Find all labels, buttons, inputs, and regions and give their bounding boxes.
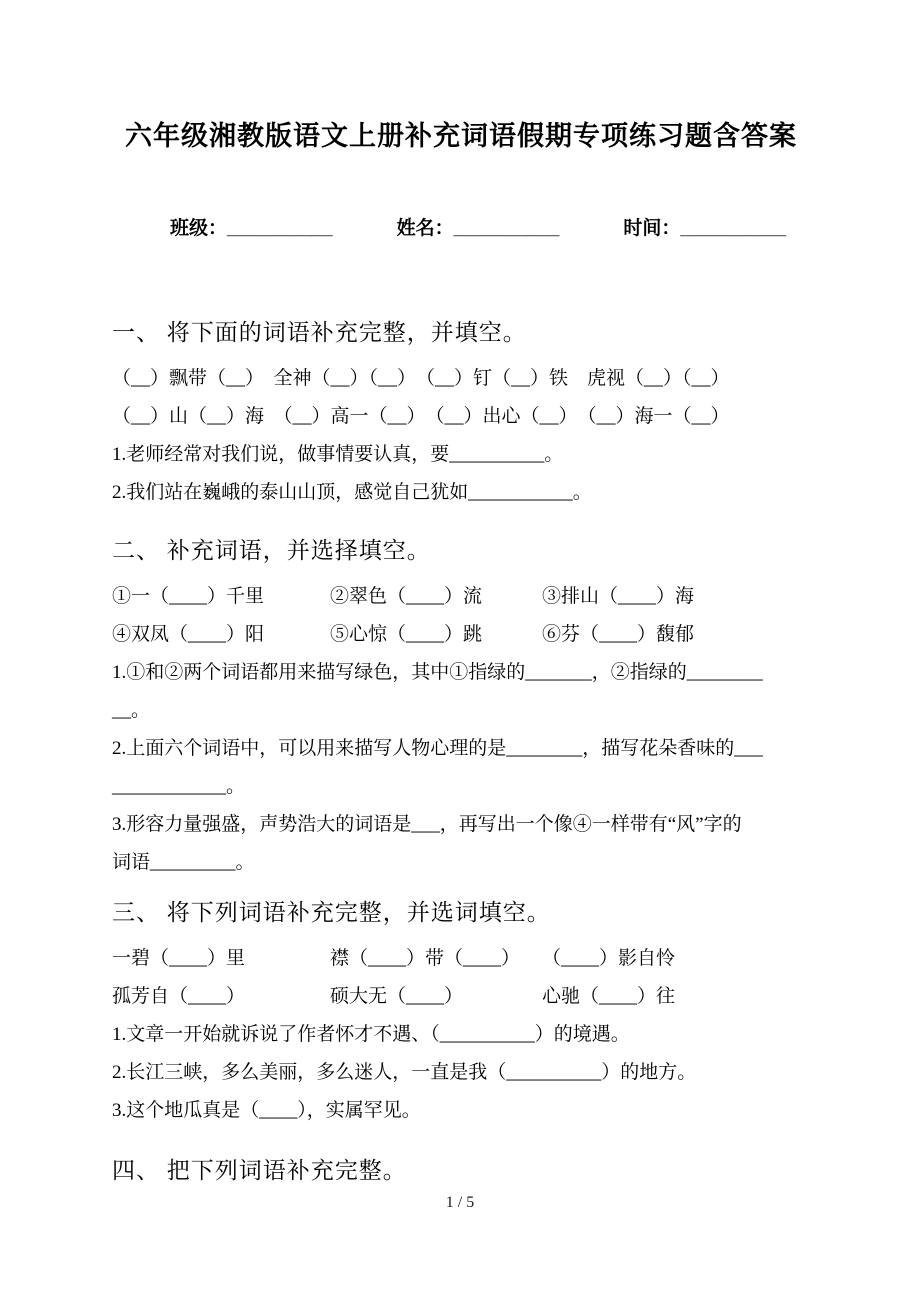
grid-cell: 襟（____）带（____）	[330, 948, 521, 969]
word-grid-row	[112, 578, 810, 616]
section-two	[112, 534, 810, 882]
word-bank-line: （__）山（__）海 （__）高一（__） （__）出心（__） （__）海一（__）	[112, 406, 730, 427]
word-grid-row	[112, 978, 810, 1016]
fill-blank-item: 3.形容力量强盛，声势浩大的词语是___，再写出一个像④一样带有“风”字的	[112, 814, 742, 835]
section-one-heading: 一、 将下面的词语补充完整，并填空。	[112, 320, 527, 345]
fill-blank-item-continuation: __。	[112, 700, 151, 721]
grid-cell: 硕大无（____）	[330, 986, 464, 1007]
grid-cell: ⑤心惊（____）跳	[330, 624, 483, 645]
grid-cell: 孤芳自（____）	[112, 986, 246, 1007]
grid-cell: ③排山（____）海	[542, 586, 695, 607]
student-info-row	[112, 216, 810, 242]
page-number: 1 / 5	[445, 1194, 475, 1211]
fill-blank-item-continuation: ____________。	[112, 776, 246, 797]
fill-blank-item: 2.上面六个词语中，可以用来描写人物心理的是________，描写花朵香味的___	[112, 738, 763, 759]
section-four-heading: 四、 把下列词语补充完整。	[112, 1158, 407, 1183]
word-grid-row	[112, 616, 810, 654]
fill-blank-item: 2.长江三峡，多么美丽，多么迷人，一直是我（__________）的地方。	[112, 1062, 697, 1083]
class-field: 班级：__________	[170, 218, 333, 239]
word-bank-line: （__）飘带（__） 全神（__）（__） （__）钉（__）铁 虎视（__）（__）	[112, 368, 730, 389]
section-three-heading: 三、 将下列词语补充完整，并选词填空。	[112, 900, 551, 925]
grid-cell: ②翠色（____）流	[330, 586, 483, 607]
section-one	[112, 316, 810, 512]
section-two-heading: 二、 补充词语，并选择填空。	[112, 538, 431, 563]
grid-cell: ①一（____）千里	[112, 586, 265, 607]
fill-blank-item: 2.我们站在巍峨的泰山山顶，感觉自己犹如___________。	[112, 482, 592, 503]
section-three	[112, 896, 810, 1130]
page-title: 六年级湘教版语文上册补充词语假期专项练习题含答案	[125, 121, 797, 151]
grid-cell: ④双凤（____）阳	[112, 624, 265, 645]
fill-blank-item: 1.①和②两个词语都用来描写绿色，其中①指绿的_______，②指绿的________	[112, 662, 763, 683]
grid-cell: （____）影自怜	[542, 948, 676, 969]
fill-blank-item: 1.老师经常对我们说，做事情要认真，要__________。	[112, 444, 564, 465]
name-field: 姓名：__________	[396, 218, 560, 239]
section-four	[112, 1154, 810, 1188]
fill-blank-item: 3.这个地瓜真是（____），实属罕见。	[112, 1100, 421, 1121]
fill-blank-item: 1.文章一开始就诉说了作者怀才不遇、（__________）的境遇。	[112, 1024, 630, 1045]
fill-blank-item-continuation: 词语_________。	[112, 852, 255, 873]
grid-cell: 一碧（____）里	[112, 948, 246, 969]
grid-cell: 心驰（____）往	[542, 986, 676, 1007]
time-field: 时间：__________	[623, 218, 787, 239]
word-grid-row	[112, 940, 810, 978]
grid-cell: ⑥芬（____）馥郁	[542, 624, 695, 645]
